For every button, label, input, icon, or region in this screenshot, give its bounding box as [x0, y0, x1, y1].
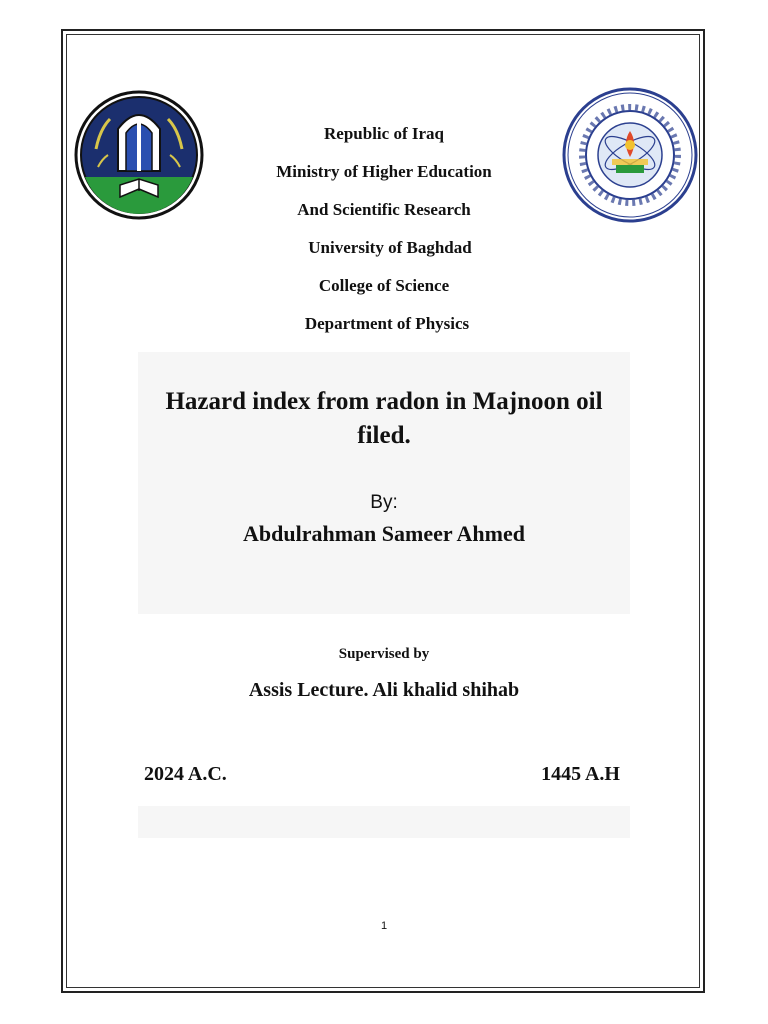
- supervisor-name: Assis Lecture. Ali khalid shihab: [248, 679, 520, 701]
- header-college: College of Science: [318, 276, 450, 295]
- header-university: University of Baghdad: [308, 238, 472, 257]
- header-country: Republic of Iraq: [324, 124, 444, 143]
- thesis-title: Hazard index from radon in Majnoon oil filed.: [165, 388, 603, 449]
- supervised-by-label: Supervised by: [338, 646, 430, 662]
- shaded-strip: [138, 806, 630, 838]
- header-department: Department of Physics: [304, 314, 470, 333]
- by-label: By:: [370, 492, 398, 513]
- page-number: 1: [380, 920, 388, 932]
- header-ministry-continued: And Scientific Research: [297, 200, 471, 219]
- hijri-year: 1445 A.H: [541, 763, 620, 785]
- author-name: Abdulrahman Sameer Ahmed: [243, 521, 525, 546]
- header-ministry: Ministry of Higher Education: [276, 162, 492, 181]
- gregorian-year: 2024 A.C.: [144, 763, 227, 785]
